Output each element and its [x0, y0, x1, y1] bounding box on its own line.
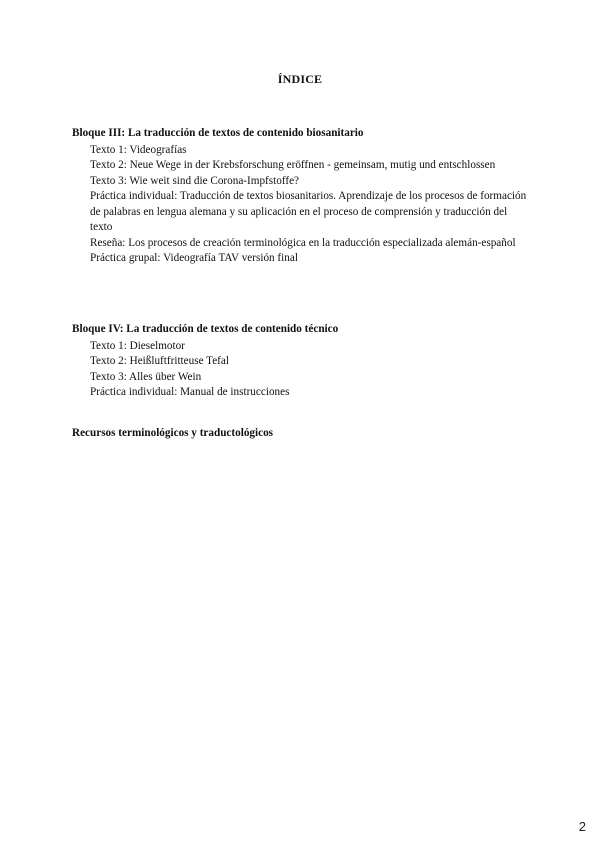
toc-section-bloque-iv: [72, 322, 532, 401]
section-heading: Bloque IV: La traducción de textos de contenido técnico: [72, 323, 339, 335]
toc-section-recursos: [72, 426, 532, 442]
toc-entry: Reseña: Los procesos de creación terminológica en la traducción especializada alemán-español: [90, 236, 516, 249]
toc-entry: Práctica individual: Manual de instrucciones: [90, 386, 290, 398]
toc-entry: Texto 1: Videografías: [90, 143, 187, 156]
toc-entry: Texto 1: Dieselmotor: [90, 339, 185, 352]
toc-entry: Texto 3: Alles über Wein: [90, 370, 202, 383]
toc-entry: Texto 2: Neue Wege in der Krebsforschung eröffnen - gemeinsam, mutig und entschlossen: [90, 159, 496, 171]
toc-section-bloque-iii: [72, 126, 532, 267]
toc-entry: Práctica grupal: Videografía TAV versión final: [90, 252, 298, 264]
toc-entry: Práctica individual: Traducción de textos biosanitarios. Aprendizaje de los procesos de formación de palabras en lengua alemana y su aplicación en el proceso de comprensión y traducción del texto: [90, 190, 527, 233]
toc-entry-list: [72, 143, 532, 267]
page-title: ÍNDICE: [277, 72, 323, 86]
section-heading: Recursos terminológicos y traductológicos: [72, 427, 274, 439]
toc-entry: Texto 3: Wie weit sind die Corona-Impfstoffe?: [90, 174, 299, 187]
page-number: 2: [578, 819, 586, 834]
toc-entry-list: [72, 339, 532, 401]
toc-entry: Texto 2: Heißluftfritteuse Tefal: [90, 355, 229, 367]
section-heading: Bloque III: La traducción de textos de contenido biosanitario: [72, 127, 364, 139]
